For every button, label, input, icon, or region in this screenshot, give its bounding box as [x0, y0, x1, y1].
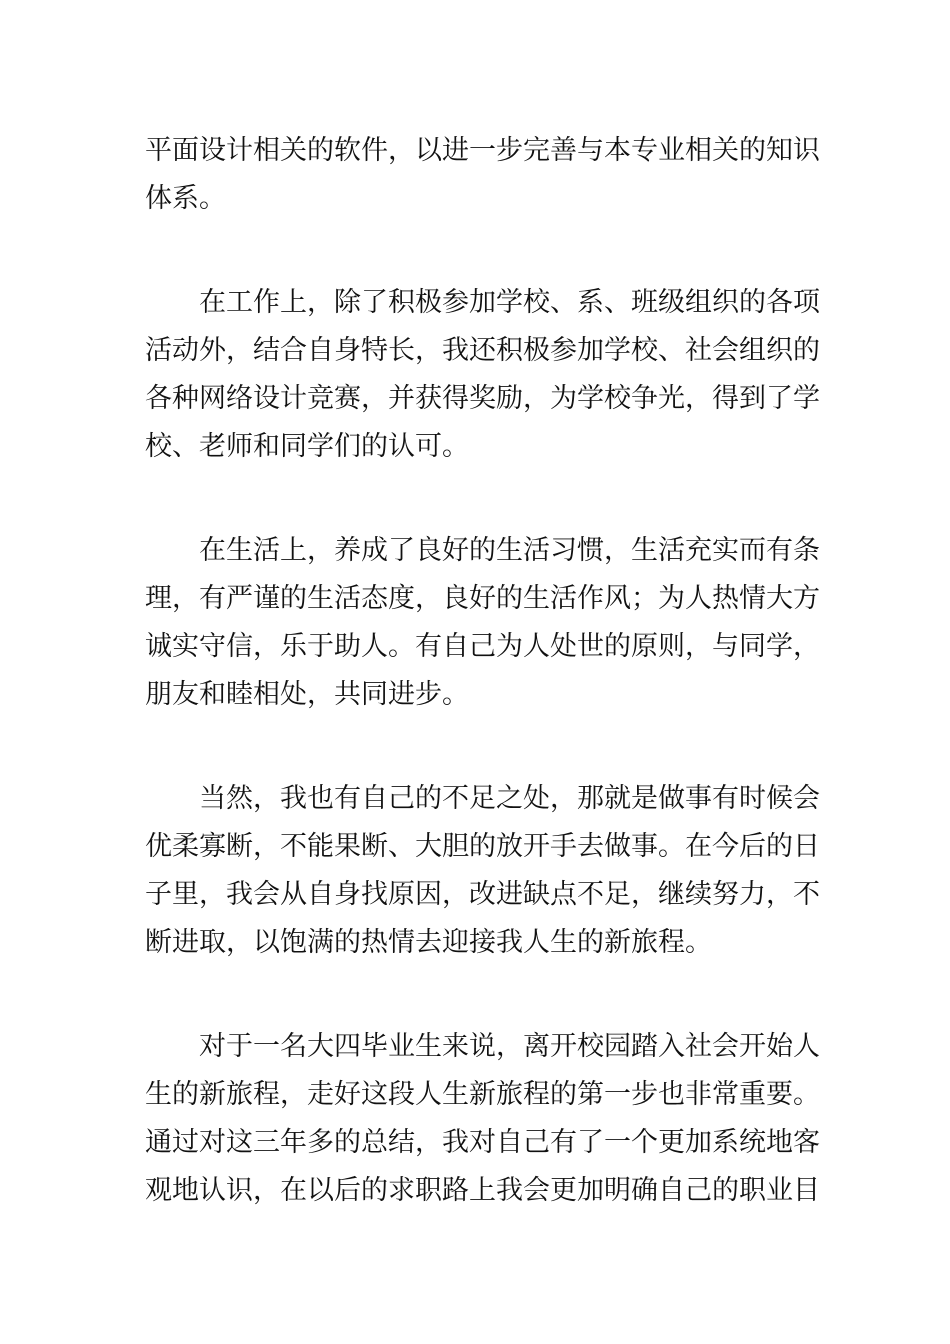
text-line: 通过对这三年多的总结，我对自己有了一个更加系统地客 [145, 1127, 820, 1158]
text-line: 子里，我会从自身找原因，改进缺点不足，继续努力，不 [145, 879, 820, 910]
text-line: 平面设计相关的软件，以进一步完善与本专业相关的知识 [145, 135, 820, 166]
paragraph-1 [145, 127, 820, 223]
paragraph-3 [145, 527, 820, 719]
text-line: 优柔寡断，不能果断、大胆的放开手去做事。在今后的日 [145, 831, 820, 862]
document-body [145, 127, 820, 1271]
text-line: 诚实守信，乐于助人。有自己为人处世的原则，与同学， [145, 631, 820, 662]
paragraph-2 [145, 279, 820, 471]
paragraph-4 [145, 775, 820, 967]
text-line: 活动外，结合自身特长，我还积极参加学校、社会组织的 [145, 335, 820, 366]
text-line: 断进取，以饱满的热情去迎接我人生的新旅程。 [145, 927, 712, 958]
text-line: 观地认识，在以后的求职路上我会更加明确自己的职业目 [145, 1175, 820, 1206]
text-line: 对于一名大四毕业生来说，离开校园踏入社会开始人 [199, 1031, 820, 1062]
text-line: 朋友和睦相处，共同进步。 [145, 679, 469, 710]
text-line: 体系。 [145, 183, 226, 214]
text-line: 在生活上，养成了良好的生活习惯，生活充实而有条 [199, 535, 820, 566]
text-line: 理，有严谨的生活态度，良好的生活作风；为人热情大方 [145, 583, 820, 614]
text-line: 校、老师和同学们的认可。 [145, 431, 469, 462]
text-line: 各种网络设计竞赛，并获得奖励，为学校争光，得到了学 [145, 383, 820, 414]
text-line: 生的新旅程，走好这段人生新旅程的第一步也非常重要。 [145, 1079, 820, 1110]
paragraph-5 [145, 1023, 820, 1215]
text-line: 当然，我也有自己的不足之处，那就是做事有时候会 [199, 783, 820, 814]
text-line: 在工作上，除了积极参加学校、系、班级组织的各项 [199, 287, 820, 318]
